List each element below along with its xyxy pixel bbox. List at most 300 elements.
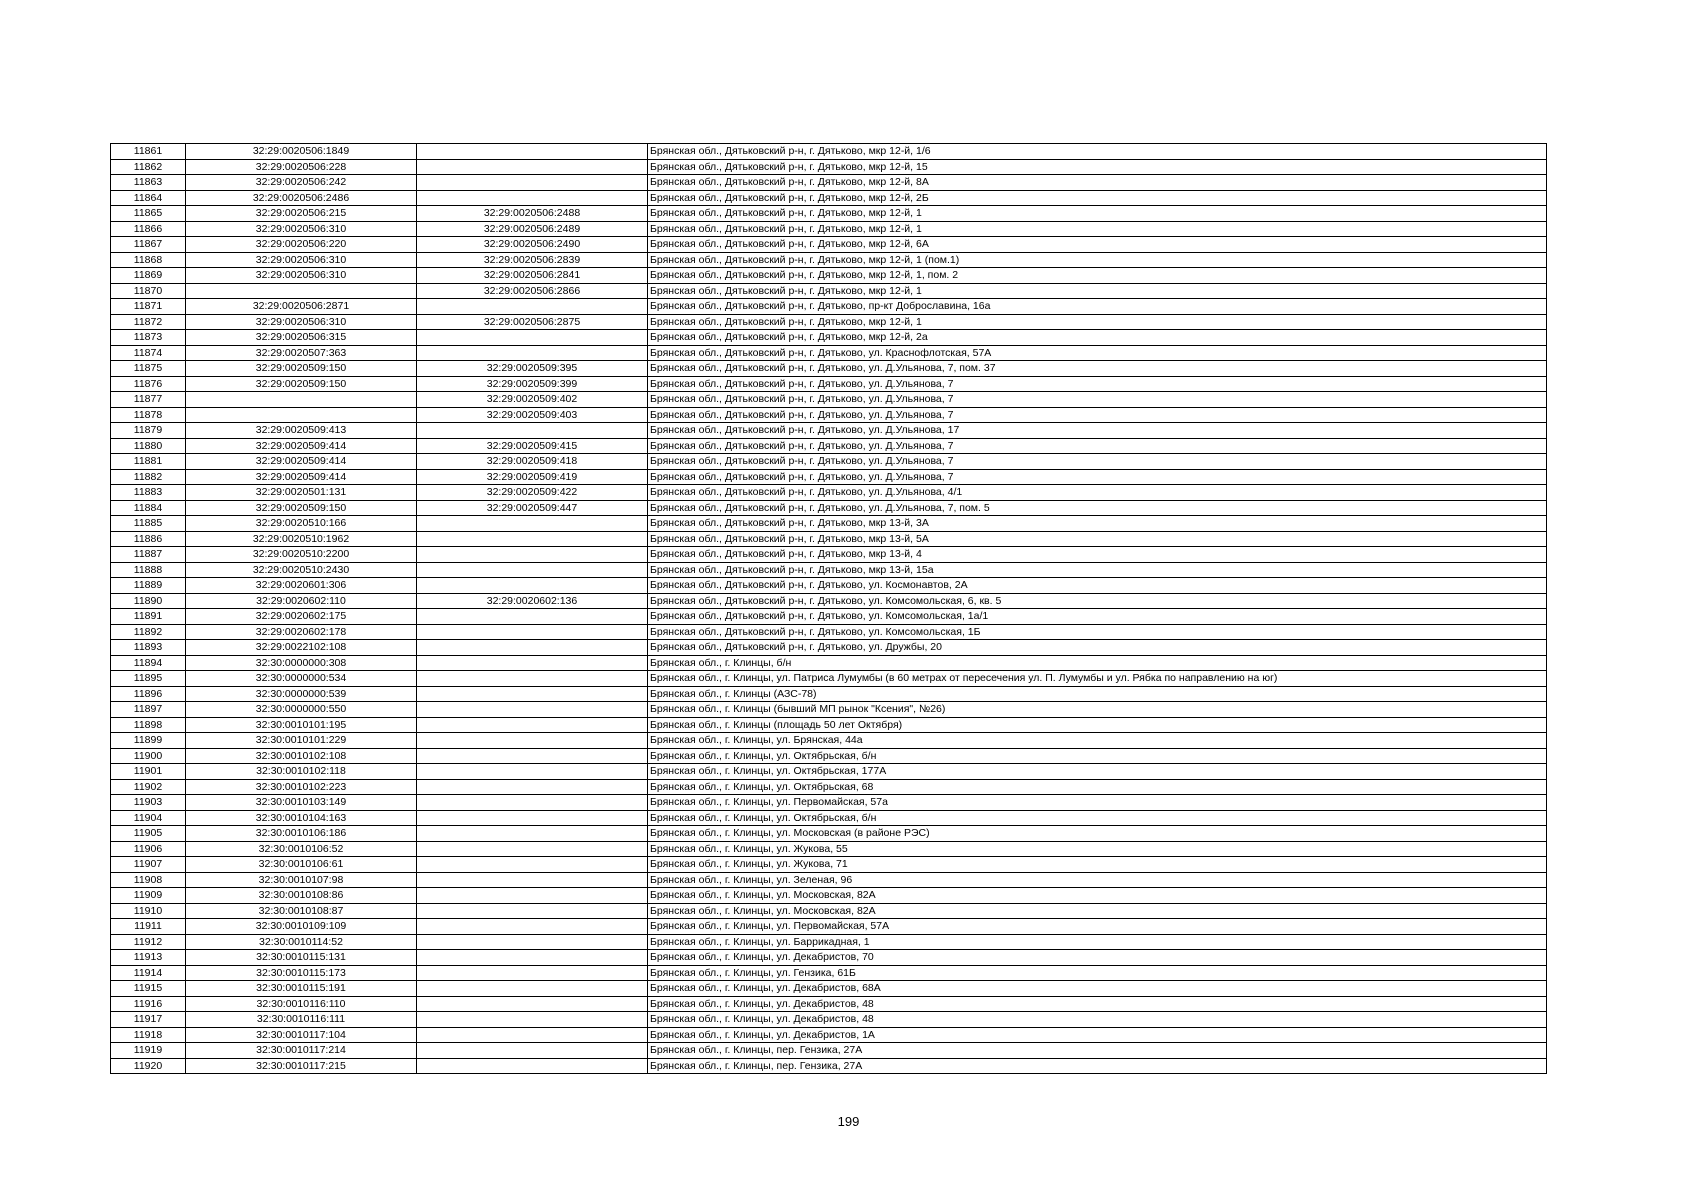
row-number-cell: 11865 (111, 206, 186, 222)
address-cell: Брянская обл., г. Клинцы, ул. Жукова, 71 (648, 857, 1547, 873)
cadastral-number-cell: 32:29:0020506:242 (186, 175, 417, 191)
address-cell: Брянская обл., Дятьковский р-н, г. Дятьково, мкр 12-й, 15 (648, 159, 1547, 175)
table-row (111, 531, 1547, 547)
row-number-cell: 11861 (111, 144, 186, 160)
row-number-cell: 11913 (111, 950, 186, 966)
address-cell: Брянская обл., г. Клинцы, ул. Московская, 82А (648, 888, 1547, 904)
cadastral-number-cell: 32:30:0010101:195 (186, 717, 417, 733)
table-row (111, 361, 1547, 377)
table-row (111, 206, 1547, 222)
cadastral-number-cell: 32:30:0010116:110 (186, 996, 417, 1012)
cadastral-number-cell: 32:30:0010108:86 (186, 888, 417, 904)
related-cadastral-number-cell: 32:29:0020506:2490 (417, 237, 648, 253)
cadastral-number-cell: 32:29:0020510:166 (186, 516, 417, 532)
address-cell: Брянская обл., г. Клинцы, ул. Декабристов, 48 (648, 1012, 1547, 1028)
cadastral-number-cell: 32:30:0010103:149 (186, 795, 417, 811)
cadastral-number-cell: 32:29:0020509:414 (186, 454, 417, 470)
related-cadastral-number-cell (417, 857, 648, 873)
cadastral-number-cell: 32:29:0022102:108 (186, 640, 417, 656)
row-number-cell: 11915 (111, 981, 186, 997)
row-number-cell: 11883 (111, 485, 186, 501)
row-number-cell: 11903 (111, 795, 186, 811)
address-cell: Брянская обл., г. Клинцы, ул. Декабристов, 70 (648, 950, 1547, 966)
row-number-cell: 11912 (111, 934, 186, 950)
table-row (111, 252, 1547, 268)
address-cell: Брянская обл., Дятьковский р-н, г. Дятьково, мкр 12-й, 1 (648, 221, 1547, 237)
row-number-cell: 11920 (111, 1058, 186, 1074)
cadastral-number-cell: 32:30:0010109:109 (186, 919, 417, 935)
address-cell: Брянская обл., г. Клинцы, ул. Первомайская, 57А (648, 919, 1547, 935)
cadastral-number-cell: 32:30:0010115:173 (186, 965, 417, 981)
address-cell: Брянская обл., Дятьковский р-н, г. Дятьково, ул. Д.Ульянова, 7 (648, 376, 1547, 392)
related-cadastral-number-cell (417, 175, 648, 191)
related-cadastral-number-cell: 32:29:0020509:422 (417, 485, 648, 501)
related-cadastral-number-cell: 32:29:0020602:136 (417, 593, 648, 609)
address-cell: Брянская обл., Дятьковский р-н, г. Дятьково, мкр 12-й, 1, пом. 2 (648, 268, 1547, 284)
table-row (111, 903, 1547, 919)
address-cell: Брянская обл., Дятьковский р-н, г. Дятьково, мкр 13-й, 4 (648, 547, 1547, 563)
cadastral-number-cell: 32:29:0020509:150 (186, 376, 417, 392)
related-cadastral-number-cell (417, 531, 648, 547)
related-cadastral-number-cell: 32:29:0020509:403 (417, 407, 648, 423)
address-cell: Брянская обл., Дятьковский р-н, г. Дятьково, пр-кт Доброславина, 16а (648, 299, 1547, 315)
cadastral-number-cell: 32:29:0020501:131 (186, 485, 417, 501)
table-row (111, 624, 1547, 640)
cadastral-number-cell: 32:29:0020601:306 (186, 578, 417, 594)
cadastral-number-cell: 32:30:0010117:215 (186, 1058, 417, 1074)
row-number-cell: 11896 (111, 686, 186, 702)
table-row (111, 144, 1547, 160)
related-cadastral-number-cell: 32:29:0020506:2875 (417, 314, 648, 330)
address-cell: Брянская обл., Дятьковский р-н, г. Дятьково, мкр 13-й, 15а (648, 562, 1547, 578)
cadastral-number-cell: 32:30:0010106:61 (186, 857, 417, 873)
address-cell: Брянская обл., Дятьковский р-н, г. Дятьково, ул. Д.Ульянова, 4/1 (648, 485, 1547, 501)
row-number-cell: 11886 (111, 531, 186, 547)
row-number-cell: 11873 (111, 330, 186, 346)
cadastral-number-cell: 32:29:0020510:2200 (186, 547, 417, 563)
related-cadastral-number-cell: 32:29:0020506:2841 (417, 268, 648, 284)
related-cadastral-number-cell (417, 562, 648, 578)
table-row (111, 345, 1547, 361)
table-row (111, 872, 1547, 888)
cadastral-number-cell: 32:30:0010106:52 (186, 841, 417, 857)
table-row (111, 1027, 1547, 1043)
table-row (111, 795, 1547, 811)
cadastral-number-cell: 32:29:0020602:178 (186, 624, 417, 640)
row-number-cell: 11889 (111, 578, 186, 594)
address-cell: Брянская обл., г. Клинцы, ул. Патриса Лумумбы (в 60 метрах от пересечения ул. П. Лумумбы и ул. Рябка по направлению на юг) (648, 671, 1547, 687)
table-row (111, 330, 1547, 346)
row-number-cell: 11863 (111, 175, 186, 191)
table-row (111, 593, 1547, 609)
row-number-cell: 11879 (111, 423, 186, 439)
related-cadastral-number-cell (417, 609, 648, 625)
address-cell: Брянская обл., Дятьковский р-н, г. Дятьково, мкр 12-й, 2а (648, 330, 1547, 346)
address-cell: Брянская обл., г. Клинцы (бывший МП рынок "Ксения", №26) (648, 702, 1547, 718)
address-cell: Брянская обл., г. Клинцы, ул. Октябрьская, б/н (648, 810, 1547, 826)
row-number-cell: 11905 (111, 826, 186, 842)
related-cadastral-number-cell: 32:29:0020506:2866 (417, 283, 648, 299)
related-cadastral-number-cell (417, 1043, 648, 1059)
related-cadastral-number-cell (417, 144, 648, 160)
table-row (111, 717, 1547, 733)
related-cadastral-number-cell (417, 1012, 648, 1028)
table-row (111, 826, 1547, 842)
table-row (111, 655, 1547, 671)
cadastral-number-cell: 32:29:0020506:220 (186, 237, 417, 253)
table-row (111, 919, 1547, 935)
cadastral-number-cell: 32:30:0010106:186 (186, 826, 417, 842)
cadastral-number-cell: 32:30:0010108:87 (186, 903, 417, 919)
row-number-cell: 11894 (111, 655, 186, 671)
table-row (111, 438, 1547, 454)
cadastral-number-cell: 32:30:0010104:163 (186, 810, 417, 826)
cadastral-number-cell: 32:29:0020507:363 (186, 345, 417, 361)
table-row (111, 702, 1547, 718)
related-cadastral-number-cell (417, 624, 648, 640)
related-cadastral-number-cell (417, 965, 648, 981)
row-number-cell: 11862 (111, 159, 186, 175)
row-number-cell: 11891 (111, 609, 186, 625)
related-cadastral-number-cell (417, 872, 648, 888)
row-number-cell: 11909 (111, 888, 186, 904)
related-cadastral-number-cell (417, 981, 648, 997)
row-number-cell: 11910 (111, 903, 186, 919)
row-number-cell: 11884 (111, 500, 186, 516)
row-number-cell: 11868 (111, 252, 186, 268)
table-row (111, 283, 1547, 299)
row-number-cell: 11882 (111, 469, 186, 485)
cadastral-number-cell: 32:29:0020506:310 (186, 221, 417, 237)
address-cell: Брянская обл., Дятьковский р-н, г. Дятьково, ул. Д.Ульянова, 7, пом. 37 (648, 361, 1547, 377)
table-row (111, 516, 1547, 532)
cadastral-number-cell: 32:29:0020506:310 (186, 314, 417, 330)
table-row (111, 423, 1547, 439)
table-row (111, 841, 1547, 857)
cadastral-number-cell: 32:30:0010115:131 (186, 950, 417, 966)
address-cell: Брянская обл., Дятьковский р-н, г. Дятьково, мкр 12-й, 2Б (648, 190, 1547, 206)
table-row (111, 454, 1547, 470)
row-number-cell: 11893 (111, 640, 186, 656)
table-row (111, 686, 1547, 702)
related-cadastral-number-cell (417, 748, 648, 764)
related-cadastral-number-cell (417, 717, 648, 733)
related-cadastral-number-cell: 32:29:0020509:395 (417, 361, 648, 377)
table-row (111, 299, 1547, 315)
related-cadastral-number-cell: 32:29:0020509:415 (417, 438, 648, 454)
row-number-cell: 11888 (111, 562, 186, 578)
cadastral-number-cell: 32:29:0020602:110 (186, 593, 417, 609)
table-row (111, 392, 1547, 408)
table-row (111, 779, 1547, 795)
row-number-cell: 11918 (111, 1027, 186, 1043)
table-row (111, 950, 1547, 966)
related-cadastral-number-cell: 32:29:0020506:2488 (417, 206, 648, 222)
table-row (111, 1058, 1547, 1074)
row-number-cell: 11880 (111, 438, 186, 454)
address-cell: Брянская обл., Дятьковский р-н, г. Дятьково, ул. Д.Ульянова, 7 (648, 469, 1547, 485)
row-number-cell: 11878 (111, 407, 186, 423)
cadastral-number-cell: 32:30:0000000:308 (186, 655, 417, 671)
related-cadastral-number-cell: 32:29:0020509:402 (417, 392, 648, 408)
table-row (111, 407, 1547, 423)
related-cadastral-number-cell: 32:29:0020509:418 (417, 454, 648, 470)
cadastral-number-cell: 32:30:0000000:539 (186, 686, 417, 702)
related-cadastral-number-cell (417, 934, 648, 950)
address-cell: Брянская обл., Дятьковский р-н, г. Дятьково, ул. Д.Ульянова, 7 (648, 407, 1547, 423)
table-row (111, 1012, 1547, 1028)
address-cell: Брянская обл., г. Клинцы, ул. Гензика, 61Б (648, 965, 1547, 981)
row-number-cell: 11917 (111, 1012, 186, 1028)
cadastral-number-cell: 32:30:0010117:104 (186, 1027, 417, 1043)
address-cell: Брянская обл., г. Клинцы, ул. Декабристов, 48 (648, 996, 1547, 1012)
address-cell: Брянская обл., г. Клинцы, ул. Октябрьская, б/н (648, 748, 1547, 764)
cadastral-number-cell: 32:30:0010102:108 (186, 748, 417, 764)
related-cadastral-number-cell (417, 996, 648, 1012)
address-cell: Брянская обл., Дятьковский р-н, г. Дятьково, мкр 13-й, 5А (648, 531, 1547, 547)
row-number-cell: 11911 (111, 919, 186, 935)
cadastral-number-cell: 32:29:0020509:414 (186, 469, 417, 485)
row-number-cell: 11871 (111, 299, 186, 315)
address-cell: Брянская обл., г. Клинцы, ул. Жукова, 55 (648, 841, 1547, 857)
cadastral-number-cell: 32:29:0020506:215 (186, 206, 417, 222)
address-cell: Брянская обл., г. Клинцы, ул. Октябрьская, 177А (648, 764, 1547, 780)
cadastral-number-cell: 32:30:0000000:550 (186, 702, 417, 718)
row-number-cell: 11919 (111, 1043, 186, 1059)
cadastral-number-cell: 32:30:0010115:191 (186, 981, 417, 997)
related-cadastral-number-cell (417, 779, 648, 795)
cadastral-number-cell: 32:29:0020509:150 (186, 500, 417, 516)
cadastral-number-cell: 32:29:0020602:175 (186, 609, 417, 625)
related-cadastral-number-cell (417, 1027, 648, 1043)
cadastral-number-cell: 32:29:0020506:2486 (186, 190, 417, 206)
address-cell: Брянская обл., Дятьковский р-н, г. Дятьково, мкр 12-й, 1/6 (648, 144, 1547, 160)
related-cadastral-number-cell (417, 547, 648, 563)
address-cell: Брянская обл., г. Клинцы, пер. Гензика, 27А (648, 1058, 1547, 1074)
address-cell: Брянская обл., Дятьковский р-н, г. Дятьково, мкр 12-й, 1 (648, 283, 1547, 299)
cadastral-number-cell: 32:30:0010102:118 (186, 764, 417, 780)
row-number-cell: 11914 (111, 965, 186, 981)
address-cell: Брянская обл., г. Клинцы, ул. Московская, 82А (648, 903, 1547, 919)
address-cell: Брянская обл., Дятьковский р-н, г. Дятьково, ул. Д.Ульянова, 7 (648, 454, 1547, 470)
related-cadastral-number-cell: 32:29:0020509:419 (417, 469, 648, 485)
related-cadastral-number-cell (417, 190, 648, 206)
table-row (111, 190, 1547, 206)
address-cell: Брянская обл., г. Клинцы, б/н (648, 655, 1547, 671)
row-number-cell: 11898 (111, 717, 186, 733)
address-cell: Брянская обл., г. Клинцы, ул. Брянская, 44а (648, 733, 1547, 749)
row-number-cell: 11870 (111, 283, 186, 299)
row-number-cell: 11897 (111, 702, 186, 718)
cadastral-number-cell: 32:29:0020506:315 (186, 330, 417, 346)
address-cell: Брянская обл., г. Клинцы, ул. Декабристов, 1А (648, 1027, 1547, 1043)
related-cadastral-number-cell (417, 702, 648, 718)
cadastral-number-cell: 32:29:0020509:150 (186, 361, 417, 377)
table-body (111, 144, 1547, 1074)
table-row (111, 965, 1547, 981)
table-row (111, 733, 1547, 749)
row-number-cell: 11907 (111, 857, 186, 873)
row-number-cell: 11902 (111, 779, 186, 795)
address-cell: Брянская обл., Дятьковский р-н, г. Дятьково, ул. Д.Ульянова, 7 (648, 438, 1547, 454)
table-row (111, 578, 1547, 594)
address-cell: Брянская обл., Дятьковский р-н, г. Дятьково, ул. Д.Ульянова, 7, пом. 5 (648, 500, 1547, 516)
property-register-table (110, 143, 1547, 1074)
table-row (111, 981, 1547, 997)
cadastral-number-cell: 32:30:0010101:229 (186, 733, 417, 749)
row-number-cell: 11916 (111, 996, 186, 1012)
table-row (111, 376, 1547, 392)
address-cell: Брянская обл., г. Клинцы (площадь 50 лет Октября) (648, 717, 1547, 733)
related-cadastral-number-cell (417, 950, 648, 966)
row-number-cell: 11906 (111, 841, 186, 857)
row-number-cell: 11900 (111, 748, 186, 764)
cadastral-number-cell (186, 283, 417, 299)
table-row (111, 934, 1547, 950)
related-cadastral-number-cell (417, 345, 648, 361)
table-row (111, 237, 1547, 253)
cadastral-number-cell: 32:29:0020506:310 (186, 268, 417, 284)
address-cell: Брянская обл., Дятьковский р-н, г. Дятьково, ул. Д.Ульянова, 17 (648, 423, 1547, 439)
table-row (111, 159, 1547, 175)
related-cadastral-number-cell (417, 159, 648, 175)
table-row (111, 640, 1547, 656)
table-row (111, 1043, 1547, 1059)
related-cadastral-number-cell (417, 1058, 648, 1074)
related-cadastral-number-cell (417, 795, 648, 811)
address-cell: Брянская обл., Дятьковский р-н, г. Дятьково, ул. Дружбы, 20 (648, 640, 1547, 656)
row-number-cell: 11899 (111, 733, 186, 749)
table-row (111, 469, 1547, 485)
cadastral-number-cell: 32:29:0020510:2430 (186, 562, 417, 578)
table-row (111, 857, 1547, 873)
row-number-cell: 11876 (111, 376, 186, 392)
address-cell: Брянская обл., г. Клинцы, ул. Первомайская, 57а (648, 795, 1547, 811)
related-cadastral-number-cell (417, 686, 648, 702)
cadastral-number-cell: 32:29:0020506:310 (186, 252, 417, 268)
table-row (111, 996, 1547, 1012)
related-cadastral-number-cell: 32:29:0020509:399 (417, 376, 648, 392)
row-number-cell: 11869 (111, 268, 186, 284)
related-cadastral-number-cell (417, 841, 648, 857)
address-cell: Брянская обл., Дятьковский р-н, г. Дятьково, ул. Д.Ульянова, 7 (648, 392, 1547, 408)
address-cell: Брянская обл., Дятьковский р-н, г. Дятьково, мкр 12-й, 6А (648, 237, 1547, 253)
related-cadastral-number-cell (417, 655, 648, 671)
cadastral-number-cell: 32:29:0020506:2871 (186, 299, 417, 315)
table-row (111, 547, 1547, 563)
address-cell: Брянская обл., Дятьковский р-н, г. Дятьково, мкр 13-й, 3А (648, 516, 1547, 532)
related-cadastral-number-cell (417, 826, 648, 842)
related-cadastral-number-cell (417, 764, 648, 780)
row-number-cell: 11901 (111, 764, 186, 780)
cadastral-number-cell (186, 407, 417, 423)
table-row (111, 314, 1547, 330)
table-row (111, 609, 1547, 625)
table-row (111, 268, 1547, 284)
address-cell: Брянская обл., Дятьковский р-н, г. Дятьково, ул. Краснофлотская, 57А (648, 345, 1547, 361)
cadastral-number-cell: 32:30:0000000:534 (186, 671, 417, 687)
cadastral-number-cell: 32:29:0020509:413 (186, 423, 417, 439)
related-cadastral-number-cell: 32:29:0020506:2839 (417, 252, 648, 268)
address-cell: Брянская обл., г. Клинцы, ул. Декабристов, 68А (648, 981, 1547, 997)
related-cadastral-number-cell (417, 810, 648, 826)
table-row (111, 748, 1547, 764)
address-cell: Брянская обл., Дятьковский р-н, г. Дятьково, ул. Комсомольская, 6, кв. 5 (648, 593, 1547, 609)
row-number-cell: 11881 (111, 454, 186, 470)
table-row (111, 810, 1547, 826)
related-cadastral-number-cell (417, 903, 648, 919)
cadastral-number-cell (186, 392, 417, 408)
row-number-cell: 11874 (111, 345, 186, 361)
related-cadastral-number-cell (417, 919, 648, 935)
table-row (111, 500, 1547, 516)
table-row (111, 175, 1547, 191)
related-cadastral-number-cell (417, 516, 648, 532)
related-cadastral-number-cell (417, 330, 648, 346)
related-cadastral-number-cell: 32:29:0020506:2489 (417, 221, 648, 237)
related-cadastral-number-cell (417, 423, 648, 439)
cadastral-number-cell: 32:30:0010114:52 (186, 934, 417, 950)
address-cell: Брянская обл., г. Клинцы, пер. Гензика, 27А (648, 1043, 1547, 1059)
address-cell: Брянская обл., г. Клинцы, ул. Московская (в районе РЭС) (648, 826, 1547, 842)
address-cell: Брянская обл., г. Клинцы, ул. Зеленая, 96 (648, 872, 1547, 888)
address-cell: Брянская обл., Дятьковский р-н, г. Дятьково, мкр 12-й, 1 (648, 206, 1547, 222)
cadastral-number-cell: 32:30:0010107:98 (186, 872, 417, 888)
table-row (111, 221, 1547, 237)
row-number-cell: 11875 (111, 361, 186, 377)
page-number: 199 (837, 1114, 860, 1129)
row-number-cell: 11866 (111, 221, 186, 237)
related-cadastral-number-cell: 32:29:0020509:447 (417, 500, 648, 516)
row-number-cell: 11887 (111, 547, 186, 563)
address-cell: Брянская обл., Дятьковский р-н, г. Дятьково, мкр 12-й, 1 (648, 314, 1547, 330)
table-row (111, 888, 1547, 904)
cadastral-number-cell: 32:30:0010117:214 (186, 1043, 417, 1059)
row-number-cell: 11904 (111, 810, 186, 826)
related-cadastral-number-cell (417, 888, 648, 904)
row-number-cell: 11877 (111, 392, 186, 408)
related-cadastral-number-cell (417, 733, 648, 749)
table-row (111, 485, 1547, 501)
table-row (111, 671, 1547, 687)
table-row (111, 764, 1547, 780)
related-cadastral-number-cell (417, 299, 648, 315)
address-cell: Брянская обл., Дятьковский р-н, г. Дятьково, ул. Комсомольская, 1Б (648, 624, 1547, 640)
address-cell: Брянская обл., Дятьковский р-н, г. Дятьково, мкр 12-й, 8А (648, 175, 1547, 191)
cadastral-number-cell: 32:30:0010102:223 (186, 779, 417, 795)
cadastral-number-cell: 32:29:0020510:1962 (186, 531, 417, 547)
cadastral-number-cell: 32:29:0020506:1849 (186, 144, 417, 160)
address-cell: Брянская обл., г. Клинцы, ул. Баррикадная, 1 (648, 934, 1547, 950)
related-cadastral-number-cell (417, 640, 648, 656)
related-cadastral-number-cell (417, 671, 648, 687)
cadastral-number-cell: 32:29:0020509:414 (186, 438, 417, 454)
address-cell: Брянская обл., г. Клинцы, ул. Октябрьская, 68 (648, 779, 1547, 795)
row-number-cell: 11908 (111, 872, 186, 888)
row-number-cell: 11895 (111, 671, 186, 687)
table-row (111, 562, 1547, 578)
row-number-cell: 11864 (111, 190, 186, 206)
address-cell: Брянская обл., Дятьковский р-н, г. Дятьково, мкр 12-й, 1 (пом.1) (648, 252, 1547, 268)
address-cell: Брянская обл., Дятьковский р-н, г. Дятьково, ул. Космонавтов, 2А (648, 578, 1547, 594)
address-cell: Брянская обл., Дятьковский р-н, г. Дятьково, ул. Комсомольская, 1а/1 (648, 609, 1547, 625)
row-number-cell: 11872 (111, 314, 186, 330)
row-number-cell: 11867 (111, 237, 186, 253)
row-number-cell: 11892 (111, 624, 186, 640)
related-cadastral-number-cell (417, 578, 648, 594)
address-cell: Брянская обл., г. Клинцы (АЗС-78) (648, 686, 1547, 702)
row-number-cell: 11890 (111, 593, 186, 609)
